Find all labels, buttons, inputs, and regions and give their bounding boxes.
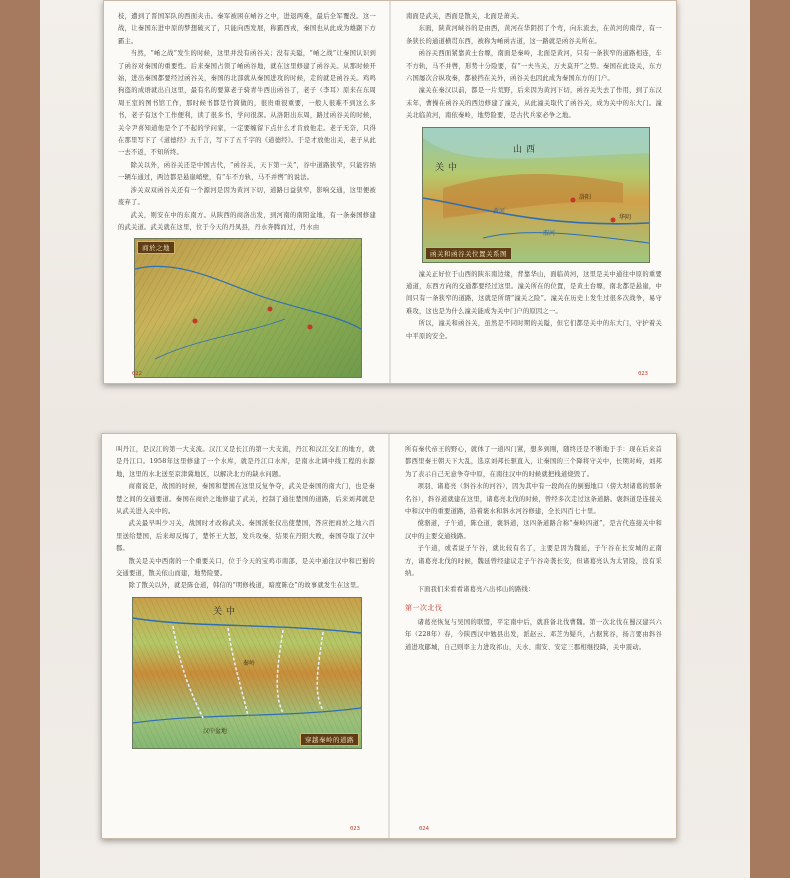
body-paragraph: 枝，遭到了晋国军队的西面夹击。秦军被困在崤谷之中，进退两难，最后全军覆没。这一战，让秦国东进中原的梦想破灭了，只能向西发展，称霸西戎，秦国也从此成为雄踞下方霸主。	[118, 13, 376, 45]
city-marker	[193, 319, 198, 324]
map-qinling-roads	[132, 597, 362, 749]
map-place-mountain: 山西	[513, 144, 540, 155]
body-paragraph: 项羽、诸葛亮（斜谷水的河谷），因为其中有一段尚在的倒蜀地口（傍大坝诸葛的那条名谷），斜谷道就建在这里，诸葛亮北伐的时候，曾经多次走过这条道路。褒斜道是连接关中和汉中的重要道路，沿着褒水和斜水河谷修建，全长四百七十里。	[405, 483, 662, 516]
body-paragraph: 东面，陕黄河峡谷的是由西，黄河在华阴拐了个弯，向东流去，在黄河的南岸，有一条狭长的通道横贯东西，被称为崤函古道，这一路就是函谷关所在。	[406, 25, 662, 45]
city-marker	[308, 325, 313, 330]
left-page	[102, 434, 389, 838]
body-paragraph: 涉关双双函谷关还有一个源河是因为黄河下切，道路日益狭窄，影响交通，这里便被废弃了。	[118, 186, 376, 207]
map-title: 函关和函谷关位置关系图	[425, 247, 512, 260]
paragraph-list	[405, 444, 662, 580]
body-paragraph: 商南说是，战国的时候，秦国和楚国在这里反复争夺，武关是秦国的南大门，也是秦楚之间的交通要道。秦国在商於之地修建了武关，控制了通往楚国的道路，后来刘邦就是从武关进入关中的。	[116, 483, 375, 516]
body-paragraph: 所有秦代帝王的野心，就体了一道四门紧，想多到刚，随终还是不断地于手：现在后来首都西里秦王朝天下大乱，选京刘邦长驱直入，让秦国的三个降将守关中，长期对峙，刘邦为了表示自己无意争夺中原，在南往汉中的时候就把栈道烧毁了。	[405, 446, 662, 478]
map-place-mountain: 秦岭	[243, 659, 256, 667]
body-paragraph: 当然，“崤之战”发生的时候，这里并没有函谷关；没有关隘，“崤之战”让秦国认识到了函谷对秦国的重要性。后来秦国占领了崤函谷地，就在这里修建了函谷关。从那时候开始，进出秦国都要经过函谷关，秦国的北部就从秦国进攻的时候，走的就是函谷关。鸡鸣狗盗的成语就出自这里，最有名的要算老子骑青牛西出函谷了，老子（李耳）原来在东周周王室的图书馆工作，那时候书都是竹简做的，很贵重很重要，一般人很难不到这么多书，老子有这个工作便利，读了很多书，学问很深。从洛阳出东周，路过函谷关的时候，关令尹喜知道他是个了不起的学问家，一定要缠留下点什么才肯放他走。老子无奈，只得在那里写下了《道德经》五千言，写下了五千字的《道德经》。于是才放他出关，老子从此一去不返，不知所终。	[118, 50, 376, 157]
page-number: 023	[638, 371, 648, 377]
body-paragraph: 除关以外，函谷关还是中国古代，“函谷关，天下第一关”，谷中道路狭窄，只能容纳一辆车通过，两边都是悬崖峭壁，有“车不方轨，马不并辔”的说法。	[118, 161, 376, 182]
map-title: 穿越秦岭的道路	[300, 733, 359, 746]
terrain-map-image	[133, 598, 361, 748]
body-paragraph: 叫丹江，是汉江的第一大支流。汉江又是长江的第一大支流，丹江和汉江交汇的地方，就是丹江口。1958年这里修建了一个水库，就是丹江口水库，是南水北调中线工程的水源地，这里的水北送至京津冀地区，以解决北方的缺水问题。	[116, 446, 375, 478]
terrain-map-image	[135, 239, 361, 377]
body-paragraph: 南面是武关，西面是散关，北面是萧关。	[406, 13, 523, 20]
body-paragraph: 诸葛亮恢复与吴国的联盟，平定南中后，就准备北伐曹魏。第一次北伐在蜀汉建兴六年（228年）春，今陕西汉中勉县出发，派赵云、邓芝为疑兵，占据箕谷，扬言要由斜谷道进攻郿城，自己则率主力进攻祁山，天水、南安、安定三郡相继投降，关中震动。	[405, 618, 662, 651]
map-place-river: 黄河	[493, 207, 506, 215]
body-paragraph: 傥骆道，子午道，陈仓道，褒斜道，这四条道路合称“秦岭四道”，是古代连接关中和汉中的主要交通线路。	[405, 520, 662, 540]
page-number: 022	[132, 371, 142, 377]
city-marker	[571, 197, 576, 202]
map-place-plain: 关中	[435, 162, 462, 173]
section-heading: 第一次北伐	[405, 603, 443, 612]
body-paragraph: 潼关在秦汉以前，都是一片荒野，后来因为黄河下切，函谷关失去了作用，到了东汉末年，曹操在函谷关的西边修建了潼关，从此潼关取代了函谷关，成为关中的东大门。潼关北临黄河，南依秦岭，地势险要，是古代兵家必争之地。	[406, 87, 662, 120]
paragraph-list	[406, 269, 662, 343]
body-paragraph: 子午道，或者说子午谷，就比较有名了，主要是因为魏延，子午谷在长安城的正南方，诸葛亮北伐的时候，魏延曾经建议走子午谷奇袭长安，但诸葛亮认为太冒险，没有采纳。	[405, 545, 662, 578]
body-paragraph: 除了散关以外，就是陈仓道，韩信的“明修栈道，暗度陈仓”的故事就发生在这里。	[128, 582, 363, 590]
body-paragraph: 武关最早叫少习关，战国时才改称武关。秦国派张仪出使楚国，答应把商於之地六百里送给楚国，后来却反悔了，楚怀王大怒，发兵攻秦，结果在丹阳大败，秦国夺取了汉中郡。	[116, 520, 375, 553]
body-paragraph: 函谷关西面紧靠黄土台塬，南面是秦岭，北面是黄河，只有一条狭窄的道路相连，车不方轨，马不并辔，形势十分险要，有“一夫当关，万夫莫开”之势。秦国在此设关，东方六国屡次合纵攻秦，都被挡在关外，函谷关也因此成为秦国东方的门户。	[406, 50, 662, 83]
map-place-basin: 汉中盆地	[203, 727, 228, 735]
body-paragraph: 武关，则安在中的东南方。从陕西的商洛出发，到河南的南阳盆地，有一条秦国修建的武关道。武关就在这里，位于今天的丹凤县，丹水奔腾而过，丹水由	[118, 211, 376, 231]
map-place-river: 渭河	[543, 229, 556, 237]
paragraph-list	[406, 11, 662, 123]
right-page	[389, 434, 676, 838]
right-page	[390, 1, 676, 383]
body-paragraph: 所以，潼关和函谷关，虽然是不同时期的关隘，但它们都是关中的东大门，守护着关中平原的安全。	[406, 320, 662, 340]
city-marker	[268, 307, 273, 312]
page-number: 024	[419, 826, 429, 832]
map-place-city: 华阴	[619, 213, 632, 221]
paragraph-list	[405, 617, 662, 654]
book-spread-1	[103, 0, 677, 384]
map-title: 商於之地	[137, 241, 175, 254]
city-marker	[611, 217, 616, 222]
map-shangyu	[134, 238, 362, 378]
page-number: 023	[350, 826, 360, 832]
map-place-plain: 关中	[213, 606, 240, 617]
map-place-city: 洛阳	[579, 193, 592, 201]
book-spread-2	[101, 433, 677, 839]
body-paragraph: 散关是关中西南的一个重要关口，位于今天的宝鸡市南部，是关中通往汉中和巴蜀的交通要道，散关依山而建，地势险要。	[116, 557, 375, 578]
section-lead: 下面我们来看看诸葛亮六出祁山的路线：	[417, 586, 535, 594]
paragraph-list	[116, 444, 375, 593]
paragraph-list	[118, 11, 376, 234]
body-paragraph: 潼关正好位于山西的陕东南边缘，背靠华山，面临黄河，这里是关中通往中原的重要通道，东西方向的交通都要经过这里。潼关所在的位置，是黄土台塬，南北都是悬崖，中间只有一条狭窄的道路，这就是所谓“潼关之险”。潼关在历史上发生过很多次战争，易守难攻，这也是为什么潼关能成为关中门户的原因之一。	[406, 270, 662, 315]
map-hangu-tongguan	[422, 127, 650, 263]
left-page	[104, 1, 390, 383]
